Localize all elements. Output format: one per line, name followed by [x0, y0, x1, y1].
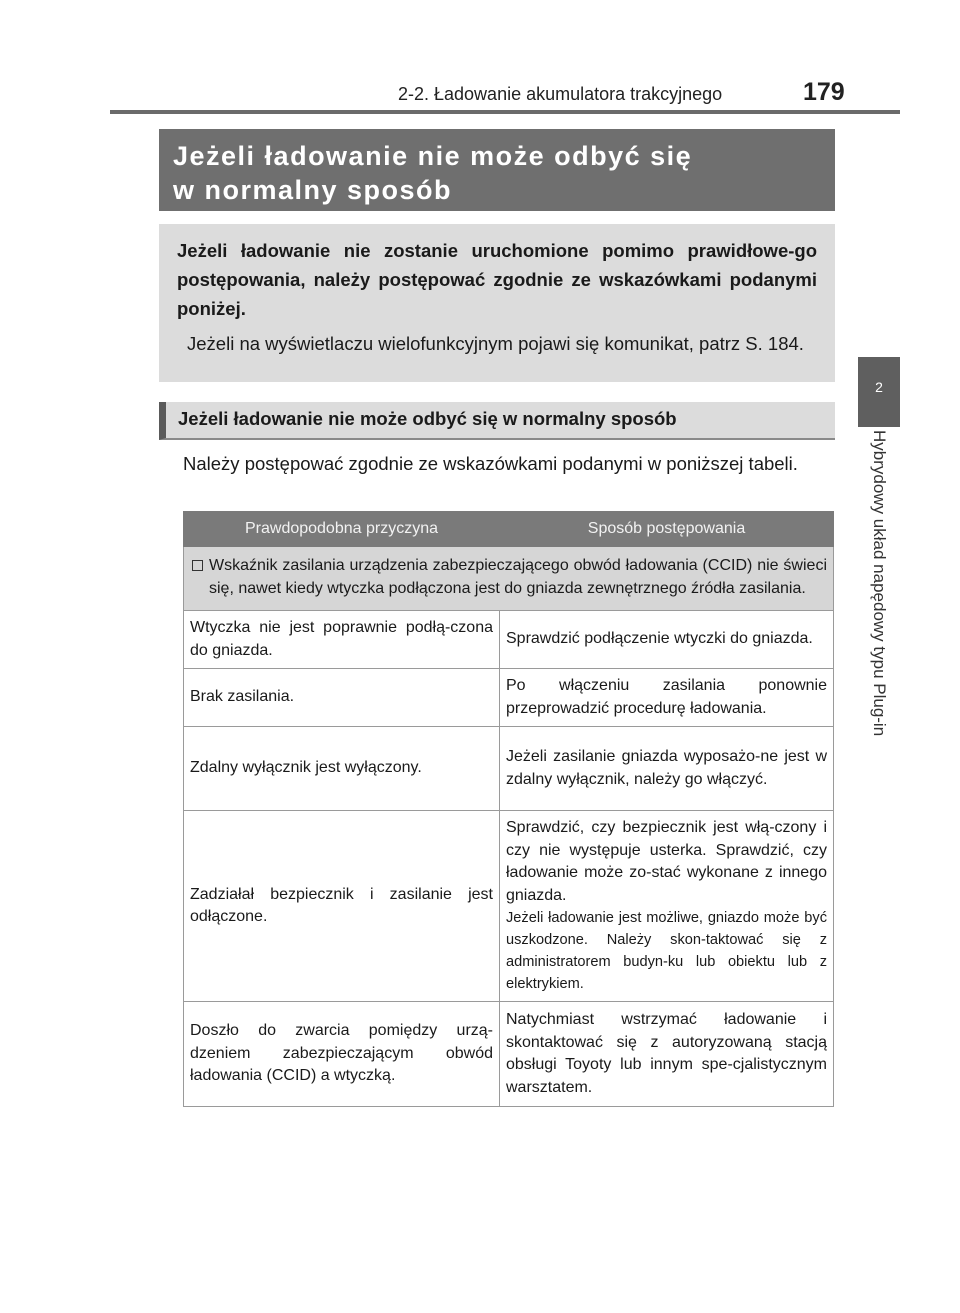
- page-number: 179: [803, 78, 845, 106]
- chapter-tab-label: Hybrydowy układ napędowy typu Plug-in: [870, 430, 889, 737]
- table-group-text: Wskaźnik zasilania urządzenia zabezpieczającego obwód ładowania (CCID) nie świeci się, nawet kiedy wtyczka podłączona jest do gniazda zewnętrznego źródła zasilania.: [209, 557, 827, 597]
- table-cell-cause: Zadziałał bezpiecznik i zasilanie jest odłączone.: [184, 811, 500, 1002]
- header-divider: [110, 110, 900, 114]
- table-row: [184, 669, 834, 727]
- page-title-line-2: w normalny sposób: [173, 175, 453, 205]
- table-header-cause: Prawdopodobna przyczyna: [184, 512, 500, 547]
- table-cell-cause: Brak zasilania.: [184, 669, 500, 727]
- table-cell-action: Jeżeli zasilanie gniazda wyposażo-ne jest w zdalny wyłącznik, należy go włączyć.: [500, 727, 834, 811]
- troubleshooting-table: [183, 511, 834, 1107]
- checkbox-bullet-icon: [192, 560, 203, 571]
- table-cell-cause: Doszło do zwarcia pomiędzy urzą-dzeniem zabezpieczającym obwód ładowania (CCID) a wtyczką.: [184, 1002, 500, 1107]
- table-cell-cause: Wtyczka nie jest poprawnie podłą-czona do gniazda.: [184, 611, 500, 669]
- table-cell-action: Sprawdzić podłączenie wtyczki do gniazda.: [500, 611, 834, 669]
- table-cell-cause: Zdalny wyłącznik jest wyłączony.: [184, 727, 500, 811]
- table-header-row: [184, 512, 834, 547]
- section-title: 2-2. Ładowanie akumulatora trakcyjnego: [398, 84, 723, 104]
- table-row: [184, 1002, 834, 1107]
- table-header-action: Sposób postępowania: [500, 512, 834, 547]
- table-cell-action-text: Sprawdzić, czy bezpiecznik jest włą-czony i czy nie występuje usterka. Sprawdzić, czy ładowanie może zo-stać wykonane z innego gniazda.: [506, 819, 827, 904]
- lead-paragraph: Należy postępować zgodnie ze wskazówkami podanymi w poniższej tabeli.: [183, 453, 798, 474]
- table-group-cell: [184, 547, 834, 611]
- table-cell-action: [500, 811, 834, 1002]
- table-row: [184, 727, 834, 811]
- table-row: [184, 811, 834, 1002]
- intro-note: Jeżeli na wyświetlaczu wielofunkcyjnym pojawi się komunikat, patrz S. 184.: [187, 333, 804, 354]
- intro-text: Jeżeli ładowanie nie zostanie uruchomione pomimo prawidłowe-go postępowania, należy postępować zgodnie ze wskazówkami podanymi poniżej.: [177, 240, 817, 319]
- table-cell-action: Po włączeniu zasilania ponownie przeprowadzić procedurę ładowania.: [500, 669, 834, 727]
- table-row: [184, 611, 834, 669]
- subheading: Jeżeli ładowanie nie może odbyć się w normalny sposób: [159, 402, 835, 440]
- table-cell-action-note: Jeżeli ładowanie jest możliwe, gniazdo może być uszkodzone. Należy skon-taktować się z administratorem budyn-ku lub obiektu lub z elektrykiem.: [506, 910, 827, 992]
- chapter-tab-number: 2: [858, 357, 900, 427]
- table-cell-action: Natychmiast wstrzymać ładowanie i skontaktować się z autoryzowaną stacją obsługi Toyoty lub innym spe-cjalistycznym warsztatem.: [500, 1002, 834, 1107]
- table-group-row: [184, 547, 834, 611]
- intro-box: [159, 224, 835, 382]
- page-title-line-1: Jeżeli ładowanie nie może odbyć się: [173, 141, 693, 171]
- page-title: [159, 129, 835, 211]
- chapter-tab: [858, 430, 900, 850]
